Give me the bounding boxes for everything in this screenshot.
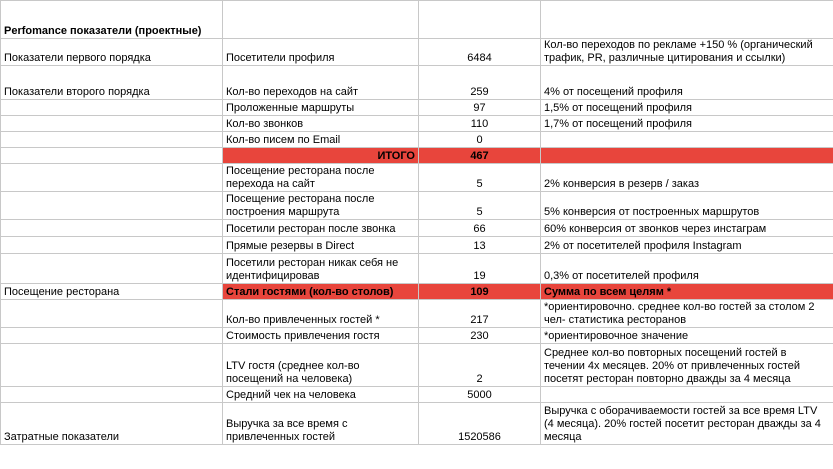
table-row xyxy=(1,39,833,66)
table-row xyxy=(1,66,833,100)
row-value[interactable]: 1520586 xyxy=(419,403,541,445)
row-note[interactable]: 60% конверсия от звонков через инстаграм xyxy=(541,220,833,237)
section-costs[interactable]: Затратные показатели xyxy=(1,403,223,445)
empty-cell[interactable] xyxy=(1,237,223,254)
guests-note[interactable]: Сумма по всем целям * xyxy=(541,284,833,300)
row-label[interactable]: Стоимость привлечения гостя xyxy=(223,328,419,344)
empty-cell[interactable] xyxy=(1,254,223,284)
row-value[interactable]: 6484 xyxy=(419,39,541,66)
row-label[interactable]: Посещение ресторана после построения маршрута xyxy=(223,192,419,220)
row-note[interactable]: 0,3% от посетителей профиля xyxy=(541,254,833,284)
table-row xyxy=(1,344,833,387)
row-value[interactable]: 230 xyxy=(419,328,541,344)
row-value[interactable]: 5 xyxy=(419,164,541,192)
row-note[interactable]: *ориентировочное значение xyxy=(541,328,833,344)
row-value[interactable]: 13 xyxy=(419,237,541,254)
row-value[interactable]: 259 xyxy=(419,66,541,100)
table-row xyxy=(1,164,833,192)
row-note[interactable]: 5% конверсия от построенных маршрутов xyxy=(541,192,833,220)
guests-label[interactable]: Стали гостями (кол-во столов) xyxy=(223,284,419,300)
table-row xyxy=(1,387,833,403)
row-note[interactable]: Кол-во переходов по рекламе +150 % (органический трафик, PR, различные цитирования и ссылки) xyxy=(541,39,833,66)
row-note[interactable]: 1,5% от посещений профиля xyxy=(541,100,833,116)
row-label[interactable]: Кол-во переходов на сайт xyxy=(223,66,419,100)
row-note[interactable]: *ориентировочно. среднее кол-во гостей за столом 2 чел- статистика ресторанов xyxy=(541,300,833,328)
row-note[interactable]: 1,7% от посещений профиля xyxy=(541,116,833,132)
empty-cell[interactable] xyxy=(1,344,223,387)
row-label[interactable]: Кол-во писем по Email xyxy=(223,132,419,148)
table-row xyxy=(1,328,833,344)
row-note[interactable]: 4% от посещений профиля xyxy=(541,66,833,100)
row-label[interactable]: Посещение ресторана после перехода на сайт xyxy=(223,164,419,192)
row-label[interactable]: Посетили ресторан никак себя не идентифицировав xyxy=(223,254,419,284)
row-value[interactable]: 5000 xyxy=(419,387,541,403)
table-row xyxy=(1,192,833,220)
row-value[interactable]: 217 xyxy=(419,300,541,328)
row-value[interactable]: 19 xyxy=(419,254,541,284)
row-note[interactable]: Выручка с оборачиваемости гостей за все время LTV (4 месяца). 20% гостей посетит ресторан дважды за 4 месяца xyxy=(541,403,833,445)
table-row xyxy=(1,116,833,132)
row-label[interactable]: Кол-во привлеченных гостей * xyxy=(223,300,419,328)
total-note[interactable] xyxy=(541,148,833,164)
total-label[interactable]: ИТОГО xyxy=(223,148,419,164)
row-note[interactable]: Среднее кол-во повторных посещений гостей в течении 4х месяцев. 20% от привлеченных гостей посетят ресторан повторно дважды за 4 месяца xyxy=(541,344,833,387)
row-label[interactable]: LTV гостя (среднее кол-во посещений на человека) xyxy=(223,344,419,387)
row-label[interactable]: Средний чек на человека xyxy=(223,387,419,403)
row-label[interactable]: Выручка за все время с привлеченных гостей xyxy=(223,403,419,445)
empty-cell[interactable] xyxy=(1,164,223,192)
table-row xyxy=(1,220,833,237)
section-first-order[interactable]: Показатели первого порядка xyxy=(1,39,223,66)
empty-cell[interactable] xyxy=(541,1,833,39)
section-second-order[interactable]: Показатели второго порядка xyxy=(1,66,223,100)
row-note[interactable] xyxy=(541,387,833,403)
empty-cell[interactable] xyxy=(1,328,223,344)
table-row xyxy=(1,254,833,284)
row-value[interactable]: 110 xyxy=(419,116,541,132)
table-row xyxy=(1,132,833,148)
empty-cell[interactable] xyxy=(1,192,223,220)
empty-cell[interactable] xyxy=(1,116,223,132)
row-value[interactable]: 97 xyxy=(419,100,541,116)
empty-cell[interactable] xyxy=(1,132,223,148)
section-visit[interactable]: Посещение ресторана xyxy=(1,284,223,300)
empty-cell[interactable] xyxy=(1,220,223,237)
row-label[interactable]: Посетители профиля xyxy=(223,39,419,66)
empty-cell[interactable] xyxy=(1,148,223,164)
empty-cell[interactable] xyxy=(223,1,419,39)
row-value[interactable]: 2 xyxy=(419,344,541,387)
title-row xyxy=(1,1,833,39)
row-label[interactable]: Прямые резервы в Direct xyxy=(223,237,419,254)
row-label[interactable]: Кол-во звонков xyxy=(223,116,419,132)
empty-cell[interactable] xyxy=(1,100,223,116)
row-note[interactable]: 2% конверсия в резерв / заказ xyxy=(541,164,833,192)
empty-cell[interactable] xyxy=(419,1,541,39)
total-row xyxy=(1,148,833,164)
row-value[interactable]: 0 xyxy=(419,132,541,148)
row-value[interactable]: 5 xyxy=(419,192,541,220)
guests-value[interactable]: 109 xyxy=(419,284,541,300)
total-value[interactable]: 467 xyxy=(419,148,541,164)
table-row xyxy=(1,100,833,116)
table-row xyxy=(1,300,833,328)
row-label[interactable]: Посетили ресторан после звонка xyxy=(223,220,419,237)
empty-cell[interactable] xyxy=(1,387,223,403)
empty-cell[interactable] xyxy=(1,300,223,328)
row-label[interactable]: Проложенные маршруты xyxy=(223,100,419,116)
page-title[interactable]: Perfomance показатели (проектные) xyxy=(1,1,223,39)
row-note[interactable] xyxy=(541,132,833,148)
row-value[interactable]: 66 xyxy=(419,220,541,237)
guests-row xyxy=(1,284,833,300)
table-row xyxy=(1,403,833,445)
row-note[interactable]: 2% от посетителей профиля Instagram xyxy=(541,237,833,254)
table-row xyxy=(1,237,833,254)
